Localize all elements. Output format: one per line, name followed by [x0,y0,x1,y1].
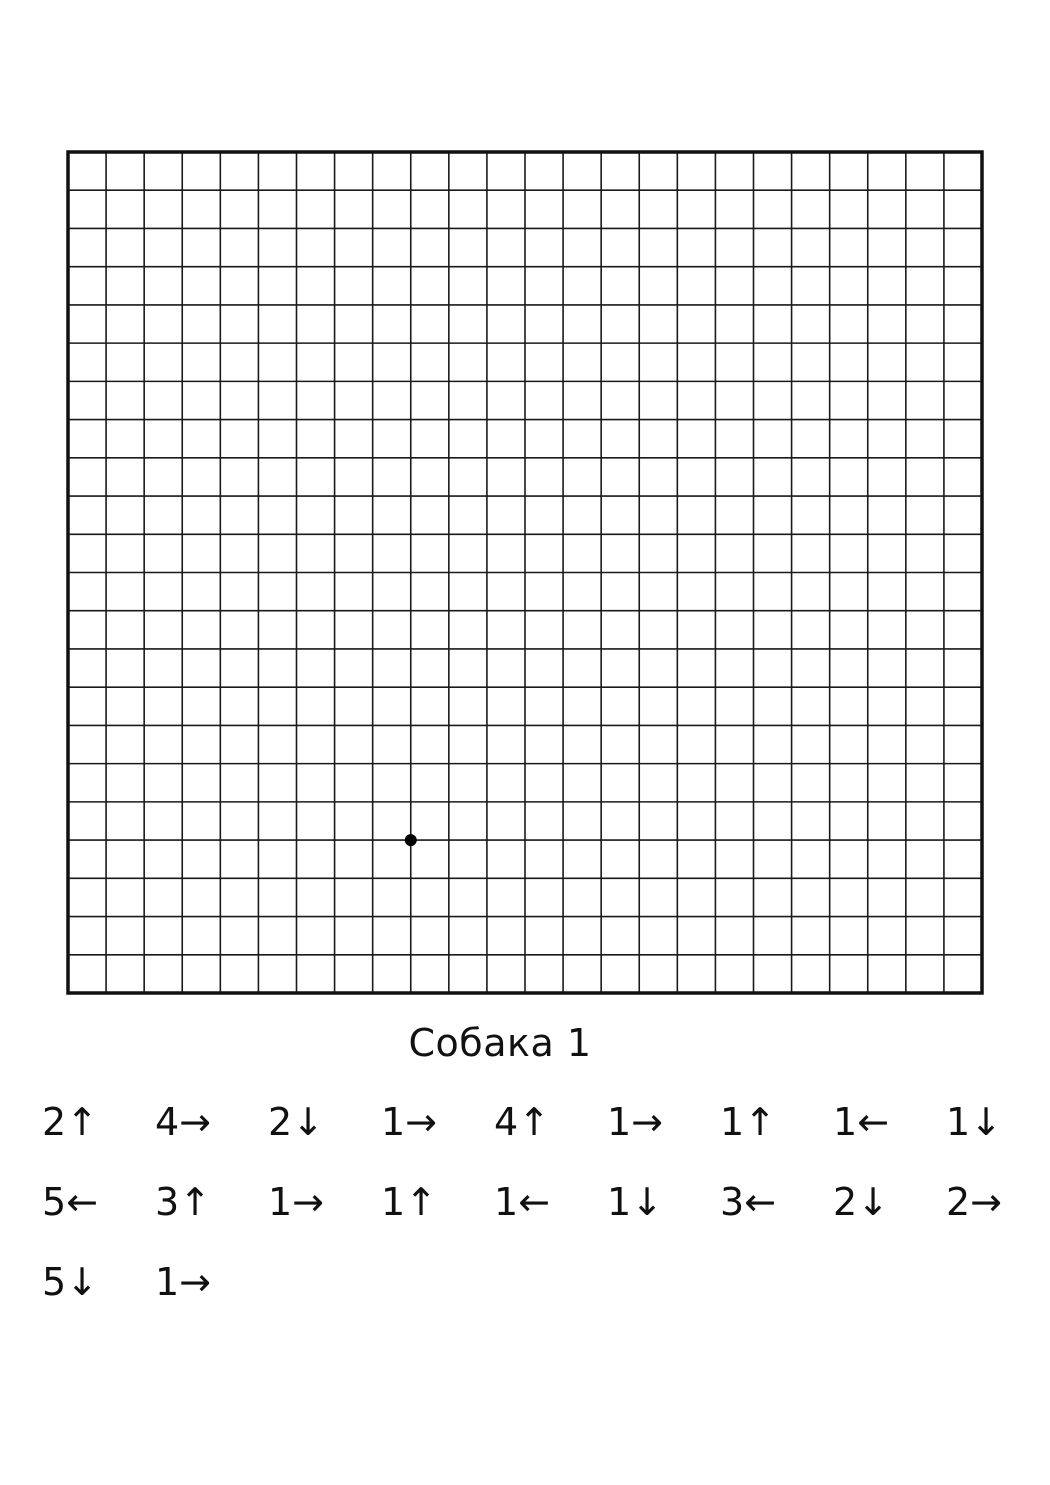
dot-grid [66,150,984,995]
instruction-step: 1↓ [607,1180,664,1224]
instruction-row [0,1180,1050,1240]
instruction-step: 1← [494,1180,551,1224]
instruction-step: 5↓ [42,1260,99,1304]
instruction-step: 2→ [946,1180,1003,1224]
instruction-step: 1↓ [946,1100,1003,1144]
instruction-step: 3← [720,1180,777,1224]
instruction-step: 1→ [155,1260,212,1304]
instruction-step: 1→ [607,1100,664,1144]
instruction-step: 1→ [268,1180,325,1224]
instruction-step: 2↑ [42,1100,99,1144]
instruction-step: 1↑ [381,1180,438,1224]
instruction-step: 3↑ [155,1180,212,1224]
start-dot [405,834,417,846]
grid-drawing [66,150,984,995]
instruction-step: 1↑ [720,1100,777,1144]
instruction-step: 4→ [155,1100,212,1144]
instruction-step: 5← [42,1180,99,1224]
worksheet-title: Собака 1 [408,1021,592,1065]
instruction-step: 2↓ [833,1180,890,1224]
instruction-step: 1→ [381,1100,438,1144]
instruction-row [0,1260,1050,1320]
instruction-step: 2↓ [268,1100,325,1144]
instruction-step: 4↑ [494,1100,551,1144]
instruction-row [0,1100,1050,1160]
instruction-step: 1← [833,1100,890,1144]
